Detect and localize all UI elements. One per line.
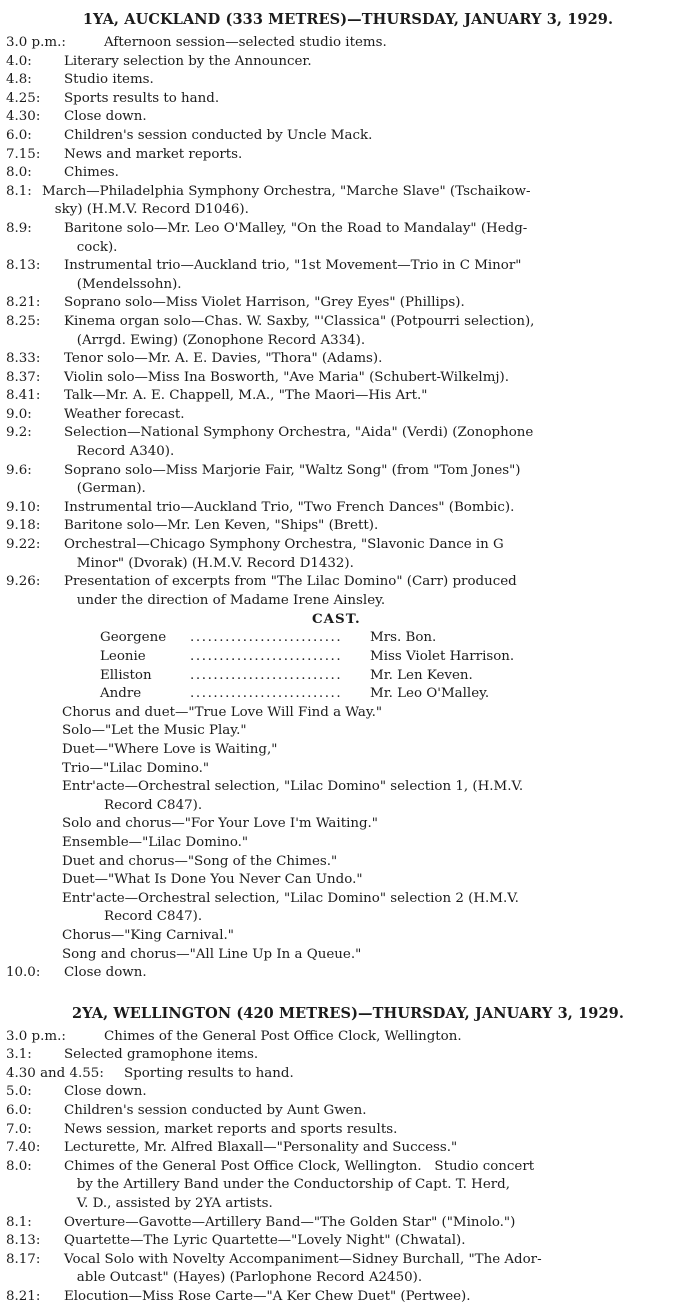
schedule-entry — [6, 257, 690, 294]
entry-text — [64, 536, 690, 573]
entry-time: 8.37: — [6, 369, 41, 385]
entry-text: News session, market reports and sports results. — [64, 1121, 398, 1137]
schedule-entry — [6, 71, 690, 90]
entry-line: (Arrgd. Ewing) (Zonophone Record A334). — [64, 332, 366, 348]
entry-text: Weather forecast. — [64, 406, 185, 422]
entry-line: Presentation of excerpts from "The Lilac Domino" (Carr) produced — [64, 574, 517, 590]
cast-row — [100, 685, 690, 704]
cast-leader-dots: .......................... — [190, 630, 343, 646]
schedule-entry — [6, 1251, 690, 1288]
cast-role: Elliston — [100, 667, 152, 683]
entry-text: Close down. — [64, 965, 147, 981]
entry-text: Afternoon session—selected studio items. — [104, 35, 387, 50]
entry-line: under the direction of Madame Irene Ainsley. — [64, 592, 386, 608]
entry-text: Selected gramophone items. — [64, 1047, 259, 1063]
entry-time: 9.6: — [6, 462, 32, 478]
cast-actor: Mr. Len Keven. — [370, 667, 473, 683]
program-item: Solo and chorus—"For Your Love I'm Waiting." — [62, 816, 378, 832]
entry-text: Literary selection by the Announcer. — [64, 53, 312, 69]
entry-line: V. D., assisted by 2YA artists. — [64, 1196, 273, 1212]
entry-line: cock). — [64, 239, 118, 255]
entry-line: Orchestral—Chicago Symphony Orchestra, "Slavonic Dance in G — [64, 537, 504, 553]
program-item: Duet—"What Is Done You Never Can Undo." — [62, 872, 363, 888]
program-item: Duet and chorus—"Song of the Chimes." — [62, 853, 338, 869]
schedule-entry — [6, 146, 690, 165]
entry-text: Chimes. — [64, 165, 119, 181]
entry-time: 4.8: — [6, 72, 32, 88]
schedule-entry — [6, 1139, 690, 1158]
entry-line: Vocal Solo with Novelty Accompaniment—Sidney Burchall, "The Ador- — [64, 1251, 542, 1267]
program-item: Song and chorus—"All Line Up In a Queue." — [62, 946, 362, 962]
entry-line: March—Philadelphia Symphony Orchestra, "Marche Slave" (Tschaikow- — [42, 183, 531, 199]
entry-line: Record A340). — [64, 444, 175, 460]
schedule-2ya — [6, 1028, 690, 1307]
schedule-entry — [6, 1046, 690, 1065]
entry-line: Selection—National Symphony Orchestra, "Aida" (Verdi) (Zonophone — [64, 425, 534, 441]
program-item: Chorus—"King Carnival." — [62, 927, 234, 943]
entry-text: Elocution—Miss Rose Carte—"A Ker Chew Duet" (Pertwee). — [64, 1289, 471, 1304]
schedule-entry — [6, 34, 690, 53]
schedule-entry — [6, 294, 690, 313]
schedule-entry — [6, 1028, 690, 1047]
cast-leader-dots: .......................... — [190, 686, 343, 702]
schedule-entry — [6, 406, 690, 425]
entry-time: 6.0: — [6, 1103, 32, 1119]
section-heading-2ya: 2YA, WELLINGTON (420 METRES)—THURSDAY, JANUARY 3, 1929. — [72, 1004, 624, 1022]
cast-leader-dots: .......................... — [190, 649, 343, 664]
program-line: Entr'acte—Orchestral selection, "Lilac Domino" selection 1, (H.M.V. — [62, 779, 524, 795]
entry-text — [42, 183, 690, 220]
schedule-entry — [6, 536, 690, 573]
entry-time: 3.0 p.m.: — [6, 35, 66, 50]
cast-row — [100, 667, 690, 686]
schedule-entry — [6, 1232, 690, 1251]
program-item — [62, 890, 690, 927]
entry-line: by the Artillery Band under the Conductorship of Capt. T. Herd, — [64, 1177, 511, 1193]
schedule-entry — [6, 164, 690, 183]
cast-heading: CAST. — [312, 611, 361, 628]
schedule-1ya — [6, 34, 690, 610]
schedule-entry — [6, 517, 690, 536]
entry-text: News and market reports. — [64, 146, 243, 162]
entry-time: 5.0: — [6, 1084, 32, 1100]
schedule-entry — [6, 1214, 690, 1233]
schedule-entry — [6, 573, 690, 610]
entry-time: 3.0 p.m.: — [6, 1028, 66, 1044]
entry-text: Talk—Mr. A. E. Chappell, M.A., "The Maori—His Art." — [64, 388, 428, 404]
cast-role: Georgene — [100, 630, 167, 646]
schedule-entry — [6, 424, 690, 461]
schedule-entry — [6, 90, 690, 109]
entry-text: Violin solo—Miss Ina Bosworth, "Ave Maria" (Schubert-Wilkelmj). — [64, 369, 510, 385]
entry-time: 4.0: — [6, 53, 32, 69]
entry-text: Instrumental trio—Auckland Trio, "Two French Dances" (Bombic). — [64, 499, 515, 515]
entry-time: 10.0: — [6, 965, 41, 981]
entry-text — [64, 313, 690, 350]
entry-time: 9.22: — [6, 537, 41, 553]
program-item: Solo—"Let the Music Play." — [62, 723, 247, 739]
program-item: Trio—"Lilac Domino." — [62, 760, 210, 776]
entry-line: sky) (H.M.V. Record D1046). — [42, 202, 249, 218]
entry-line: able Outcast" (Hayes) (Parlophone Record A2450). — [64, 1270, 423, 1286]
schedule-entry — [6, 53, 690, 72]
entry-text — [64, 462, 690, 499]
entry-line: Soprano solo—Miss Marjorie Fair, "Waltz Song" (from "Tom Jones") — [64, 462, 521, 478]
entry-time: 8.13: — [6, 258, 41, 274]
program-line: Entr'acte—Orchestral selection, "Lilac Domino" selection 2 (H.M.V. — [62, 890, 519, 906]
schedule-entry — [6, 499, 690, 518]
entry-text — [64, 1251, 690, 1288]
entry-text — [64, 257, 690, 294]
schedule-entry — [6, 108, 690, 127]
entry-time: 7.0: — [6, 1121, 32, 1137]
entry-time: 4.25: — [6, 90, 41, 106]
entry-text: Soprano solo—Miss Violet Harrison, "Grey Eyes" (Phillips). — [64, 295, 465, 311]
cast-row — [100, 648, 690, 667]
entry-time: 9.26: — [6, 574, 41, 590]
cast-row — [100, 629, 690, 648]
cast-role: Andre — [100, 686, 142, 702]
entry-time: 8.41: — [6, 388, 41, 404]
schedule-entry — [6, 220, 690, 257]
schedule-entry — [6, 1288, 690, 1307]
schedule-entry — [6, 1102, 690, 1121]
entry-text: Chimes of the General Post Office Clock, Wellington. — [104, 1028, 462, 1044]
entry-line: Minor" (Dvorak) (H.M.V. Record D1432). — [64, 555, 354, 571]
entry-line: Baritone solo—Mr. Leo O'Malley, "On the Road to Mandalay" (Hedg- — [64, 220, 528, 236]
schedule-entry — [6, 313, 690, 350]
entry-text: Quartette—The Lyric Quartette—"Lovely Night" (Chwatal). — [64, 1233, 466, 1249]
entry-time: 8.21: — [6, 295, 41, 311]
entry-text: Sporting results to hand. — [124, 1065, 294, 1081]
program-line: Record C847). — [104, 909, 203, 925]
program-item — [62, 778, 690, 815]
cast-actor: Mrs. Bon. — [370, 630, 437, 646]
entry-text: Lecturette, Mr. Alfred Blaxall—"Personality and Success." — [64, 1140, 458, 1156]
schedule-entry — [6, 127, 690, 146]
program-item: Duet—"Where Love is Waiting," — [62, 741, 278, 757]
entry-time: 8.33: — [6, 351, 41, 367]
entry-text — [64, 1158, 690, 1214]
cast-actor: Mr. Leo O'Malley. — [370, 686, 490, 702]
entry-text: Sports results to hand. — [64, 90, 220, 106]
entry-time: 8.21: — [6, 1289, 41, 1304]
entry-line: (Mendelssohn). — [64, 276, 182, 292]
entry-time: 6.0: — [6, 127, 32, 143]
entry-time: 8.9: — [6, 220, 32, 236]
entry-text — [64, 424, 690, 461]
program-item: Ensemble—"Lilac Domino." — [62, 834, 249, 850]
cast-list — [6, 629, 690, 703]
entry-time: 3.1: — [6, 1047, 32, 1063]
schedule-entry — [6, 1158, 690, 1214]
entry-time: 8.0: — [6, 165, 32, 181]
entry-text: Studio items. — [64, 72, 154, 88]
entry-text: Close down. — [64, 1084, 147, 1100]
schedule-entry — [6, 1121, 690, 1140]
lilac-domino-program — [6, 704, 690, 964]
schedule-entry — [6, 462, 690, 499]
schedule-entry — [6, 1065, 690, 1084]
entry-time: 9.18: — [6, 518, 41, 534]
schedule-entry — [6, 350, 690, 369]
program-item: Chorus and duet—"True Love Will Find a Way." — [62, 704, 383, 720]
entry-time: 7.15: — [6, 146, 41, 162]
entry-time: 8.17: — [6, 1251, 41, 1267]
entry-time: 9.0: — [6, 406, 32, 422]
entry-time: 8.1: — [6, 1214, 32, 1230]
cast-leader-dots: .......................... — [190, 667, 343, 683]
entry-text: Overture—Gavotte—Artillery Band—"The Golden Star" ("Minolo.") — [64, 1214, 516, 1230]
schedule-entry — [6, 964, 690, 983]
entry-time: 8.13: — [6, 1233, 41, 1249]
entry-line: Kinema organ solo—Chas. W. Saxby, "'Classica" (Potpourri selection), — [64, 313, 535, 329]
entry-time: 7.40: — [6, 1140, 41, 1156]
entry-text: Children's session conducted by Uncle Mack. — [64, 127, 373, 143]
entry-text — [64, 573, 690, 610]
entry-time: 8.25: — [6, 313, 41, 329]
schedule-entry — [6, 369, 690, 388]
program-line: Record C847). — [104, 797, 203, 813]
entry-text: Baritone solo—Mr. Len Keven, "Ships" (Brett). — [64, 518, 379, 534]
entry-time: 4.30 and 4.55: — [6, 1065, 104, 1081]
entry-time: 9.2: — [6, 425, 32, 441]
entry-line: Chimes of the General Post Office Clock, Wellington. Studio concert — [64, 1158, 535, 1174]
entry-time: 8.1: — [6, 183, 32, 199]
entry-line: (German). — [64, 481, 146, 497]
entry-line: Instrumental trio—Auckland trio, "1st Movement—Trio in C Minor" — [64, 258, 522, 274]
entry-time: 8.0: — [6, 1158, 32, 1174]
entry-text: Children's session conducted by Aunt Gwen. — [64, 1103, 367, 1119]
schedule-entry — [6, 1083, 690, 1102]
cast-actor: Miss Violet Harrison. — [370, 649, 515, 664]
schedule-entry — [6, 387, 690, 406]
schedule-entry — [6, 183, 690, 220]
entry-time: 4.30: — [6, 109, 41, 125]
entry-text: Close down. — [64, 109, 147, 125]
entry-time: 9.10: — [6, 499, 41, 515]
section-heading-1ya: 1YA, AUCKLAND (333 METRES)—THURSDAY, JANUARY 3, 1929. — [82, 11, 614, 28]
entry-text: Tenor solo—Mr. A. E. Davies, "Thora" (Adams). — [64, 351, 383, 367]
cast-role: Leonie — [100, 649, 146, 664]
entry-text — [64, 220, 690, 257]
